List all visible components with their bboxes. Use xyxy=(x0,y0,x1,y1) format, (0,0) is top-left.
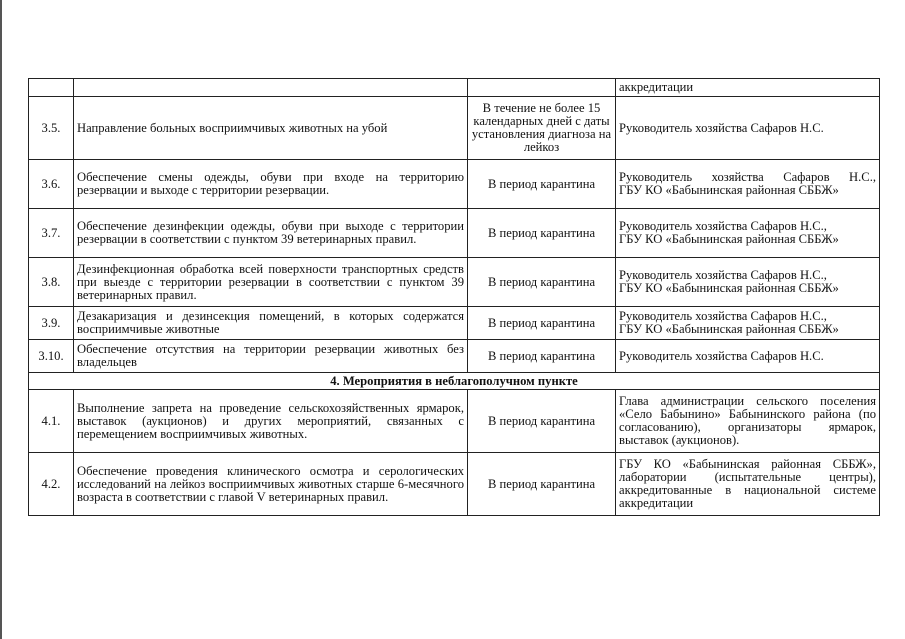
row-action: Направление больных восприимчивых животных на убой xyxy=(74,97,468,160)
responsible-line: ГБУ КО «Бабынинская районная СББЖ» xyxy=(619,232,839,246)
row-action: Выполнение запрета на проведение сельскохозяйственных ярмарок, выставок (аукционов) и других мероприятий, связанных с перемещением восприимчивых животных. xyxy=(74,390,468,453)
row-term: В период карантина xyxy=(468,209,616,258)
table-row xyxy=(29,390,880,453)
page-edge-mark xyxy=(0,0,2,639)
measures-table xyxy=(28,78,880,516)
row-term: В период карантина xyxy=(468,390,616,453)
row-responsible xyxy=(616,307,880,340)
row-action: Обеспечение смены одежды, обуви при входе на территорию резервации и выходе с территории резервации. xyxy=(74,160,468,209)
row-responsible: Руководитель хозяйства Сафаров Н.С. xyxy=(616,97,880,160)
row-number xyxy=(29,79,74,97)
row-term: В период карантина xyxy=(468,307,616,340)
row-responsible: ГБУ КО «Бабынинская районная СББЖ», лаборатории (испытательные центры), аккредитованные в национальной системе аккредитации xyxy=(616,453,880,516)
row-action: Дезинфекционная обработка всей поверхности транспортных средств при выезде с территории резервации в соответствии с пунктом 39 ветеринарных правил. xyxy=(74,258,468,307)
row-number: 3.5. xyxy=(29,97,74,160)
table-row xyxy=(29,258,880,307)
row-responsible xyxy=(616,209,880,258)
row-responsible: Глава администрации сельского поселения «Село Бабынино» Бабынинского района (по согласованию), организаторы ярмарок, выставок (аукционов). xyxy=(616,390,880,453)
row-term: В период карантина xyxy=(468,160,616,209)
row-term: В период карантина xyxy=(468,453,616,516)
row-responsible xyxy=(616,160,880,209)
row-action: Обеспечение отсутствия на территории резервации животных без владельцев xyxy=(74,340,468,373)
row-responsible: аккредитации xyxy=(616,79,880,97)
row-term: В период карантина xyxy=(468,258,616,307)
row-action: Обеспечение дезинфекции одежды, обуви при выходе с территории резервации в соответствии с пунктом 39 ветеринарных правил. xyxy=(74,209,468,258)
table-row xyxy=(29,340,880,373)
responsible-line: ГБУ КО «Бабынинская районная СББЖ» xyxy=(619,281,839,295)
table-row xyxy=(29,453,880,516)
row-action: Дезакаризация и дезинсекция помещений, в которых содержатся восприимчивые животные xyxy=(74,307,468,340)
row-responsible xyxy=(616,258,880,307)
section-title: 4. Мероприятия в неблагополучном пункте xyxy=(29,373,880,390)
table-row xyxy=(29,97,880,160)
row-term xyxy=(468,79,616,97)
responsible-line: Руководитель хозяйства Сафаров Н.С., xyxy=(619,219,827,233)
responsible-line: Руководитель хозяйства Сафаров Н.С., xyxy=(619,268,827,282)
row-number: 4.2. xyxy=(29,453,74,516)
row-number: 3.10. xyxy=(29,340,74,373)
table-row xyxy=(29,79,880,97)
row-number: 3.6. xyxy=(29,160,74,209)
responsible-line: ГБУ КО «Бабынинская районная СББЖ» xyxy=(619,183,839,197)
row-number: 4.1. xyxy=(29,390,74,453)
row-term: В период карантина xyxy=(468,340,616,373)
row-number: 3.7. xyxy=(29,209,74,258)
table-row xyxy=(29,209,880,258)
row-number: 3.8. xyxy=(29,258,74,307)
section-header-row xyxy=(29,373,880,390)
responsible-line: Руководитель хозяйства Сафаров Н.С., xyxy=(619,170,876,184)
row-action xyxy=(74,79,468,97)
row-number: 3.9. xyxy=(29,307,74,340)
row-responsible: Руководитель хозяйства Сафаров Н.С. xyxy=(616,340,880,373)
responsible-line: Руководитель хозяйства Сафаров Н.С., xyxy=(619,309,827,323)
row-action: Обеспечение проведения клинического осмотра и серологических исследований на лейкоз восприимчивых животных старше 6-месячного возраста в соответствии с главой V ветеринарных правил. xyxy=(74,453,468,516)
table-row xyxy=(29,307,880,340)
responsible-line: ГБУ КО «Бабынинская районная СББЖ» xyxy=(619,322,839,336)
row-term: В течение не более 15 календарных дней с даты установления диагноза на лейкоз xyxy=(468,97,616,160)
table-row xyxy=(29,160,880,209)
